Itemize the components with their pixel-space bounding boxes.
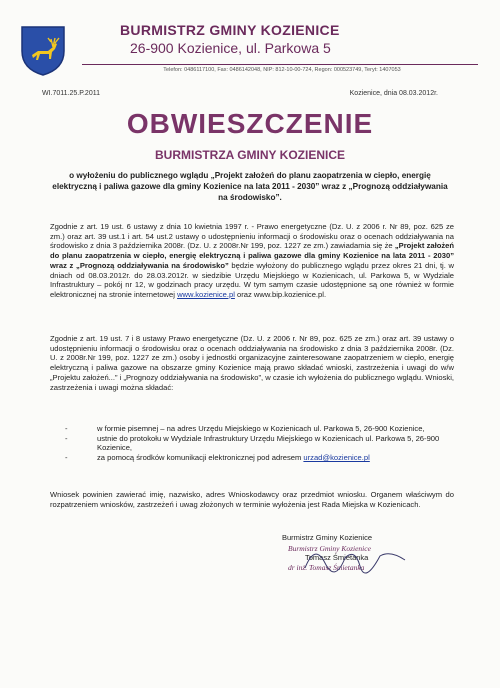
document-title: OBWIESZCZENIE: [126, 108, 374, 139]
list-item-text: za pomocą środków komunikacji elektronicznej pod adresem: [97, 453, 304, 463]
place-date: Kozienice, dnia 08.03.2012r.: [349, 90, 438, 97]
list-item-text: w formie pisemnej – na adres Urzędu Miejskiego w Kozienicach ul. Parkowa 5, 26-900 Kozienice,: [97, 424, 425, 433]
document-subtitle: BURMISTRZA GMINY KOZIENICE: [154, 148, 345, 162]
list-item: [65, 434, 453, 453]
list-item-text: ustnie do protokołu w Wydziale Infrastruktury Urzędu Miejskiego w Kozienicach ul. Parkowa 5, 26-900 Kozienice,: [97, 433, 440, 453]
paragraph-3: Wniosek powinien zawierać imię, nazwisko, adres Wnioskodawcy oraz przedmiot wniosku. Organem właściwym do rozpatrzeniem wniosków, zastrzeżeń i uwag złożonych w terminie wyłożenia jest Rada Miejska w Kozienicach.: [50, 490, 454, 509]
paragraph-2: Zgodnie z art. 19 ust. 7 i 8 ustawy Prawo energetyczne (Dz. U. z 2006 r. Nr 89, poz. 625 ze zm.) oraz art. 39 ustawy o udostępnieniu informacji o środowisku oraz o ocenach oddziaływania na środowisko z dnia 3 października 2008r. (Dz. U. z 2008r.Nr 199, poz. 1227 ze zm.) osoby i jednostki organizacyjne zainteresowane zaopatrzeniem w ciepło, energię elektryczną i paliwa gazowe na obszarze gminy Kozienice mają prawo składać wnioski, zastrzeżenia i uwagi do w/w „Projektu założeń...” i „Prognozy oddziaływania na środowisko”, w czasie ich wyłożenia do publicznego wglądu. Wnioski, zastrzeżenia i uwagi można składać:: [50, 334, 454, 392]
list-item: [65, 424, 453, 434]
intro-text: o wyłożeniu do publicznego wglądu „Projekt założeń do planu zaopatrzenia w ciepło, energię elektryczną i paliwa gazowe dla gminy Kozienice na lata 2011 - 2030” wraz z „Prognozą oddziaływania na środowisko”.: [52, 171, 448, 202]
org-name: BURMISTRZ GMINY KOZIENICE: [120, 22, 340, 38]
paragraph-1-part-3: oraz www.bip.kozienice.pl.: [234, 289, 327, 299]
signature-title: Burmistrz Gminy Kozienice: [282, 533, 373, 542]
reference-number: WI.7011.25.P.2011: [42, 90, 100, 97]
coat-of-arms-icon: [20, 25, 66, 77]
paragraph-1: [50, 222, 454, 300]
signature-stamp-name: dr inż. Tomasz Śmietanka: [288, 563, 365, 572]
list-item: [65, 453, 453, 463]
paragraph-1-part-1: Zgodnie z art. 19 ust. 6 ustawy z dnia 10 kwietnia 1997 r. - Prawo energetyczne (Dz. U. z 2006 r. Nr 89, poz. 625 ze zm.) oraz art. 39 ust.1 i art. 54 ust.2 ustawy o udostępnieniu informacji o środowisku oraz o ocenach oddziaływania na środowisko z dnia 3 października 2008r. (Dz. U. z 2008r.Nr 199, poz. 1227 ze zm.) zawiadamia się że: [50, 222, 454, 251]
submission-methods-list: [65, 424, 453, 463]
signature-name: Tomasz Śmietanka: [305, 553, 369, 562]
paragraph-1-bold: „Projekt założeń do planu zaopatrzenia w ciepło, energię elektryczną i paliwa gazowe dla gminy Kozienice na lata 2011 - 2030” wraz z „Prognozą oddziaływania na środowisko”: [50, 241, 454, 270]
website-link[interactable]: www.kozienice.pl: [177, 289, 235, 299]
header-divider: [82, 64, 478, 65]
email-link[interactable]: urzad@kozienice.pl: [303, 453, 370, 463]
contact-line: Telefon: 0486117100, Fax: 0486142048, NIP: 812-10-00-724, Regon: 000523749, Teryt: 1407053: [163, 67, 401, 73]
signature-stamp-title: Burmistrz Gminy Kozienice: [288, 544, 371, 553]
paragraph-1-part-2: będzie wyłożony do publicznego wglądu przez okres 21 dni, tj. w dniach od 08.03.2012r. do 28.03.2012r. w siedzibie Urzędu Miejskiego w Kozienicach, ul. Parkowa 5, w Wydziale Infrastruktury – pokój nr 12, w godzinach pracy urzędu. W tym samym czasie udostępnione są one również w formie elektronicznej na stronie internetowej: [50, 260, 454, 299]
handwritten-signature: [300, 538, 410, 578]
org-address: 26-900 Kozienice, ul. Parkowa 5: [130, 40, 331, 56]
